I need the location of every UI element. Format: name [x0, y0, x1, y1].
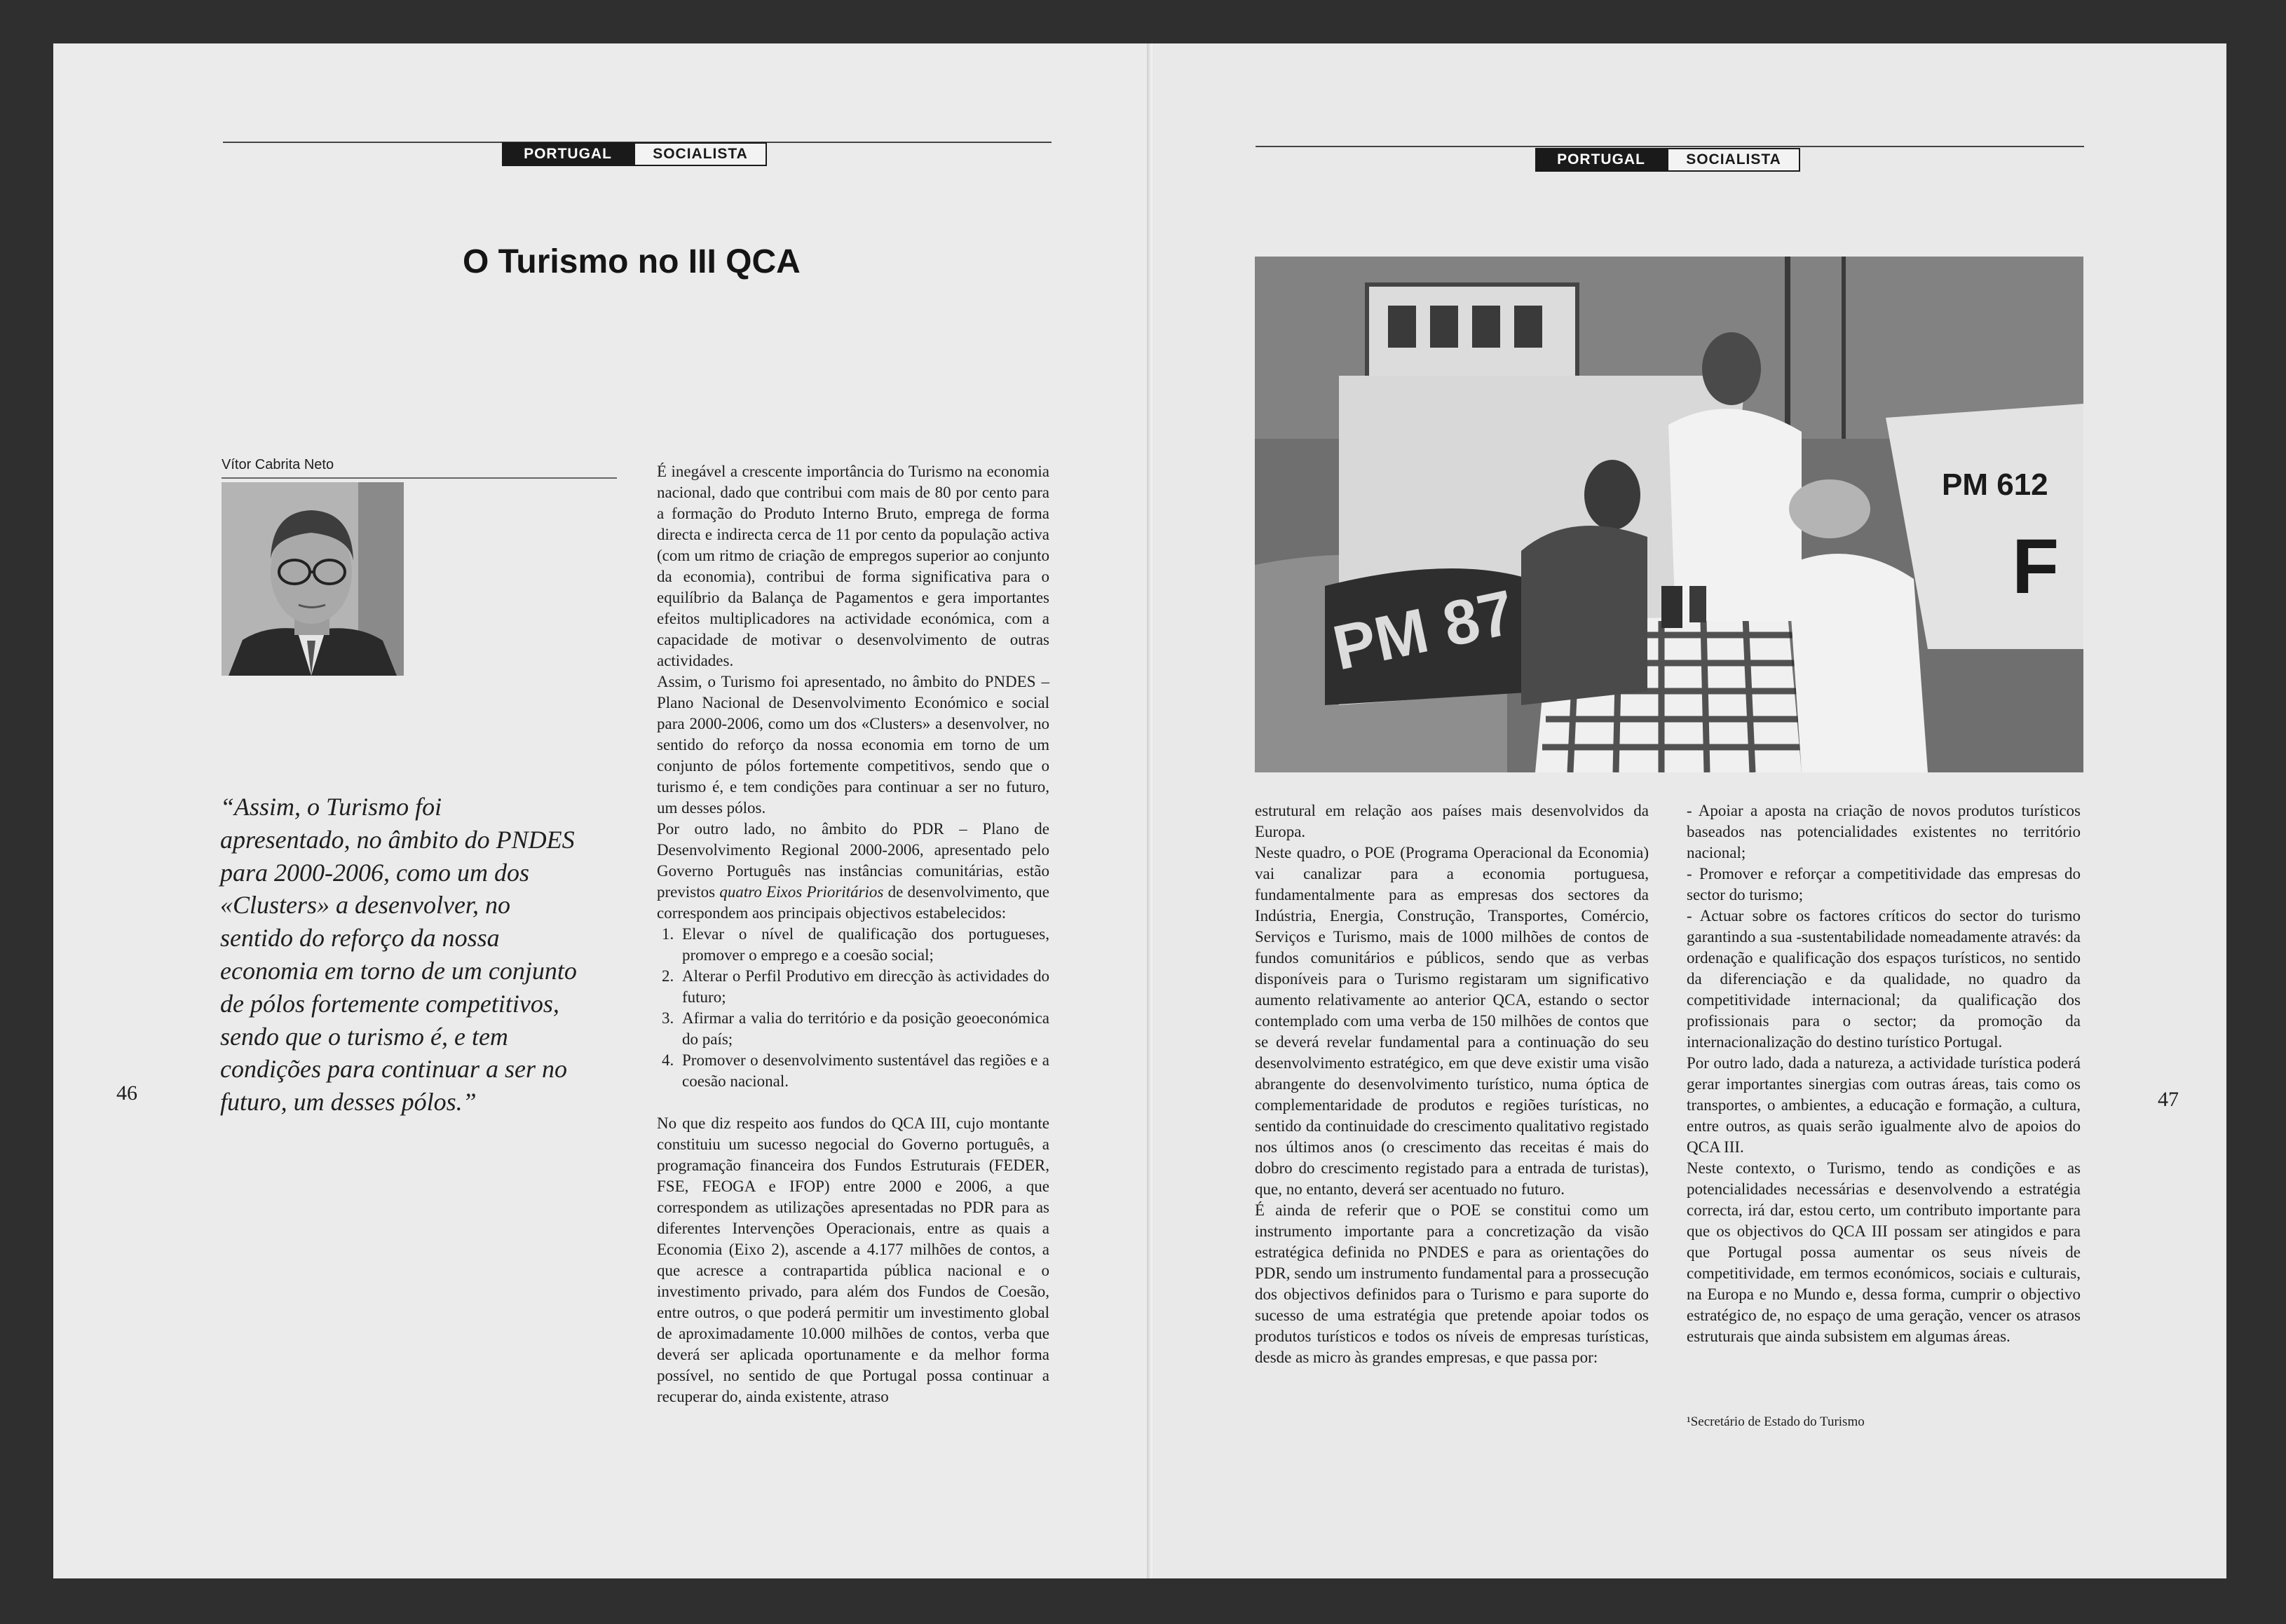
list-item: - Promover e reforçar a competitividade das empresas do sector do turismo; [1687, 865, 2081, 903]
brand-socialista: SOCIALISTA [1667, 148, 1800, 172]
author-rule [222, 477, 617, 479]
header-rule-right [1256, 146, 2084, 147]
body-paragraph: Neste quadro, o POE (Programa Operacional da Economia) vai canalizar para a economia portuguesa, fundamentalmente para as empresas dos sectores da Indústria, Energia, Construção, Transportes, Comércio, Serviços e Turismo, mais de 1000 milhões de contos de fundos comunitários e públicos, sendo que as verbas disponíveis para o Turismo registaram um significativo aumento relativamente ao anterior QCA, estando o sector contemplado com uma verba de 150 milhões de contos que se deverá revelar fundamental para a continuação do seu desenvolvimento estratégico, em que deve existir uma visão abrangente do desenvolvimento turístico, numa óptica de complementaridade de produtos e regiões turísticas, no sentido da continuidade do crescimento qualitativo registado nos últimos anos (o crescimento das receitas é mais do dobro do crescimento registado para a entrada de turistas), que, no entanto, deverá ser acentuado no futuro. [1255, 844, 1649, 1198]
brand-header-right [1535, 148, 1800, 172]
body-text: Por outro lado, no âmbito do PDR – Plano de Desenvolvimento Regional 2000-2006, apresentado pelo Governo Português nas instâncias comunitárias, estão previstos [657, 820, 1049, 901]
boat-registration-1: PM 612 [1942, 468, 2048, 502]
right-body-column-1 [1255, 800, 1649, 1368]
body-paragraph [657, 819, 1049, 924]
measures-list [1687, 800, 2081, 1053]
brand-header-left [502, 142, 767, 166]
right-body-column-2 [1687, 800, 2081, 1347]
harbour-photo [1255, 257, 2083, 772]
list-item: - Actuar sobre os factores críticos do sector do turismo garantindo a sua -sustentabilidade nomeadamente através: da ordenação e qualificação dos espaços turísticos, no sentido da diferenciação e da qualidade, no quadro da competitividade internacional; da qualificação dos profissionais para o sector; da promoção da internacionalização do destino turístico Portugal. [1687, 907, 2081, 1051]
page-number-right: 47 [2158, 1088, 2179, 1111]
boat-registration-2: PM 87 [1327, 577, 1520, 684]
author-name: Vítor Cabrita Neto [222, 457, 334, 472]
page-number-left: 46 [116, 1081, 137, 1105]
body-paragraph: Assim, o Turismo foi apresentado, no âmbito do PNDES – Plano Nacional de Desenvolvimento Económico e social para 2000-2006, como um dos «Clusters» a desenvolver, no sentido do reforço da nossa economia em torno de um conjunto de pólos fortemente competitivos, sendo que o turismo é, e tem condições para continuar a ser no futuro, um desses pólos. [657, 673, 1049, 817]
brand-socialista: SOCIALISTA [634, 142, 767, 166]
photo-illustration [1255, 257, 2083, 772]
priority-axes-list [657, 924, 1049, 1092]
body-text: de desenvolvimento, que correspondem aos principais objectivos estabelecidos: [657, 883, 1049, 922]
brand-portugal: PORTUGAL [502, 142, 634, 166]
body-paragraph: No que diz respeito aos fundos do QCA III, cujo montante constituiu um sucesso negocial do Governo português, a programação financeira dos Fundos Estruturais (FEDER, FSE, FEOGA e IFOP) entre 2000 e 2006, a que correspondem as utilizações apresentadas no PDR para as diferentes Intervenções Operacionais, entre as quais a Economia (Eixo 2), ascende a 4.177 milhões de contos, a que acresce a contrapartida pública nacional e o investimento privado, para além dos Fundos de Coesão, entre outros, o que poderá permitir um investimento global de aproximadamente 10.000 milhões de contos, verba que deverá ser aplicada oportunamente e da melhor forma possível, no sentido de que Portugal possa continuar a recuperar do, ainda existente, atraso [657, 1114, 1049, 1405]
left-body-column [657, 461, 1049, 1407]
body-paragraph: Por outro lado, dada a natureza, a actividade turística poderá gerar importantes sinergias com outras áreas, tais como os transportes, o ambientes, a educação e formação, a cultura, entre outros, as quais serão igualmente alvo de apoios do QCA III. [1687, 1054, 2081, 1156]
footnote: ¹Secretário de Estado do Turismo [1687, 1414, 1865, 1429]
list-item: 3. Afirmar a valia do território e da posição geoeconómica do país; [678, 1008, 1049, 1050]
list-item: - Apoiar a aposta na criação de novos produtos turísticos baseados nas potencialidades existentes no território nacional; [1687, 802, 2081, 861]
list-item: 4. Promover o desenvolvimento sustentável das regiões e a coesão nacional. [678, 1050, 1049, 1092]
italic-phrase: quatro Eixos Prioritários [719, 883, 884, 901]
pull-quote: “Assim, o Turismo foi apresentado, no âmbito do PNDES para 2000-2006, como um dos «Clusters» a desenvolver, no sentido do reforço da nossa economia em torno de um conjunto de pólos fortemente competitivos, sendo que o turismo é, e tem condições para continuar a ser no futuro, um desses pólos.” [220, 793, 577, 1117]
list-item: 1. Elevar o nível de qualificação dos portugueses, promover o emprego e a coesão social; [678, 924, 1049, 966]
article-title: O Turismo no III QCA [463, 243, 801, 280]
body-paragraph: Neste contexto, o Turismo, tendo as condições e as potencialidades necessárias e desenvolvendo a estratégia correcta, irá dar, estou certo, um contributo importante para que os objectivos do QCA III possam ser atingidos e para que Portugal possa aumentar os seus níveis de competitividade, em termos económicos, sociais e culturais, na Europa e no Mundo e, dessa forma, cumprir o objectivo estratégico de, no espaço de uma geração, vencer os atrasos estruturais que ainda subsistem em algumas áreas. [1687, 1159, 2081, 1345]
body-paragraph: É ainda de referir que o POE se constitui como um instrumento importante para a concretização da visão estratégica definida no PNDES e para as orientações do PDR, sendo um instrumento fundamental para a prossecução dos objectivos definidos para o Turismo e para suporte do sucesso de uma estratégia que pretende apoiar todos os produtos turísticos e todos os níveis de empresas turísticas, desde as micro às grandes empresas, e que passa por: [1255, 1201, 1649, 1366]
list-item: 2. Alterar o Perfil Produtivo em direcção às actividades do futuro; [678, 966, 1049, 1008]
portrait-illustration [222, 482, 404, 676]
brand-portugal: PORTUGAL [1535, 148, 1667, 172]
body-paragraph: estrutural em relação aos países mais desenvolvidos da Europa. [1255, 802, 1649, 840]
author-portrait [222, 482, 404, 676]
body-paragraph: É inegável a crescente importância do Turismo na economia nacional, dado que contribui com mais de 80 por cento para a formação do Produto Interno Bruto, emprega de forma directa e indirecta cerca de 11 por cento da população activa (com um ritmo de criação de empregos superior ao conjunto da economia), contribui de forma significativa para o equilíbrio da Balança de Pagamentos e gera importantes efeitos multiplicadores na actividade económica, com a capacidade de motivar o desenvolvimento de outras actividades. [657, 463, 1049, 669]
boat-letter: F [2012, 524, 2060, 610]
